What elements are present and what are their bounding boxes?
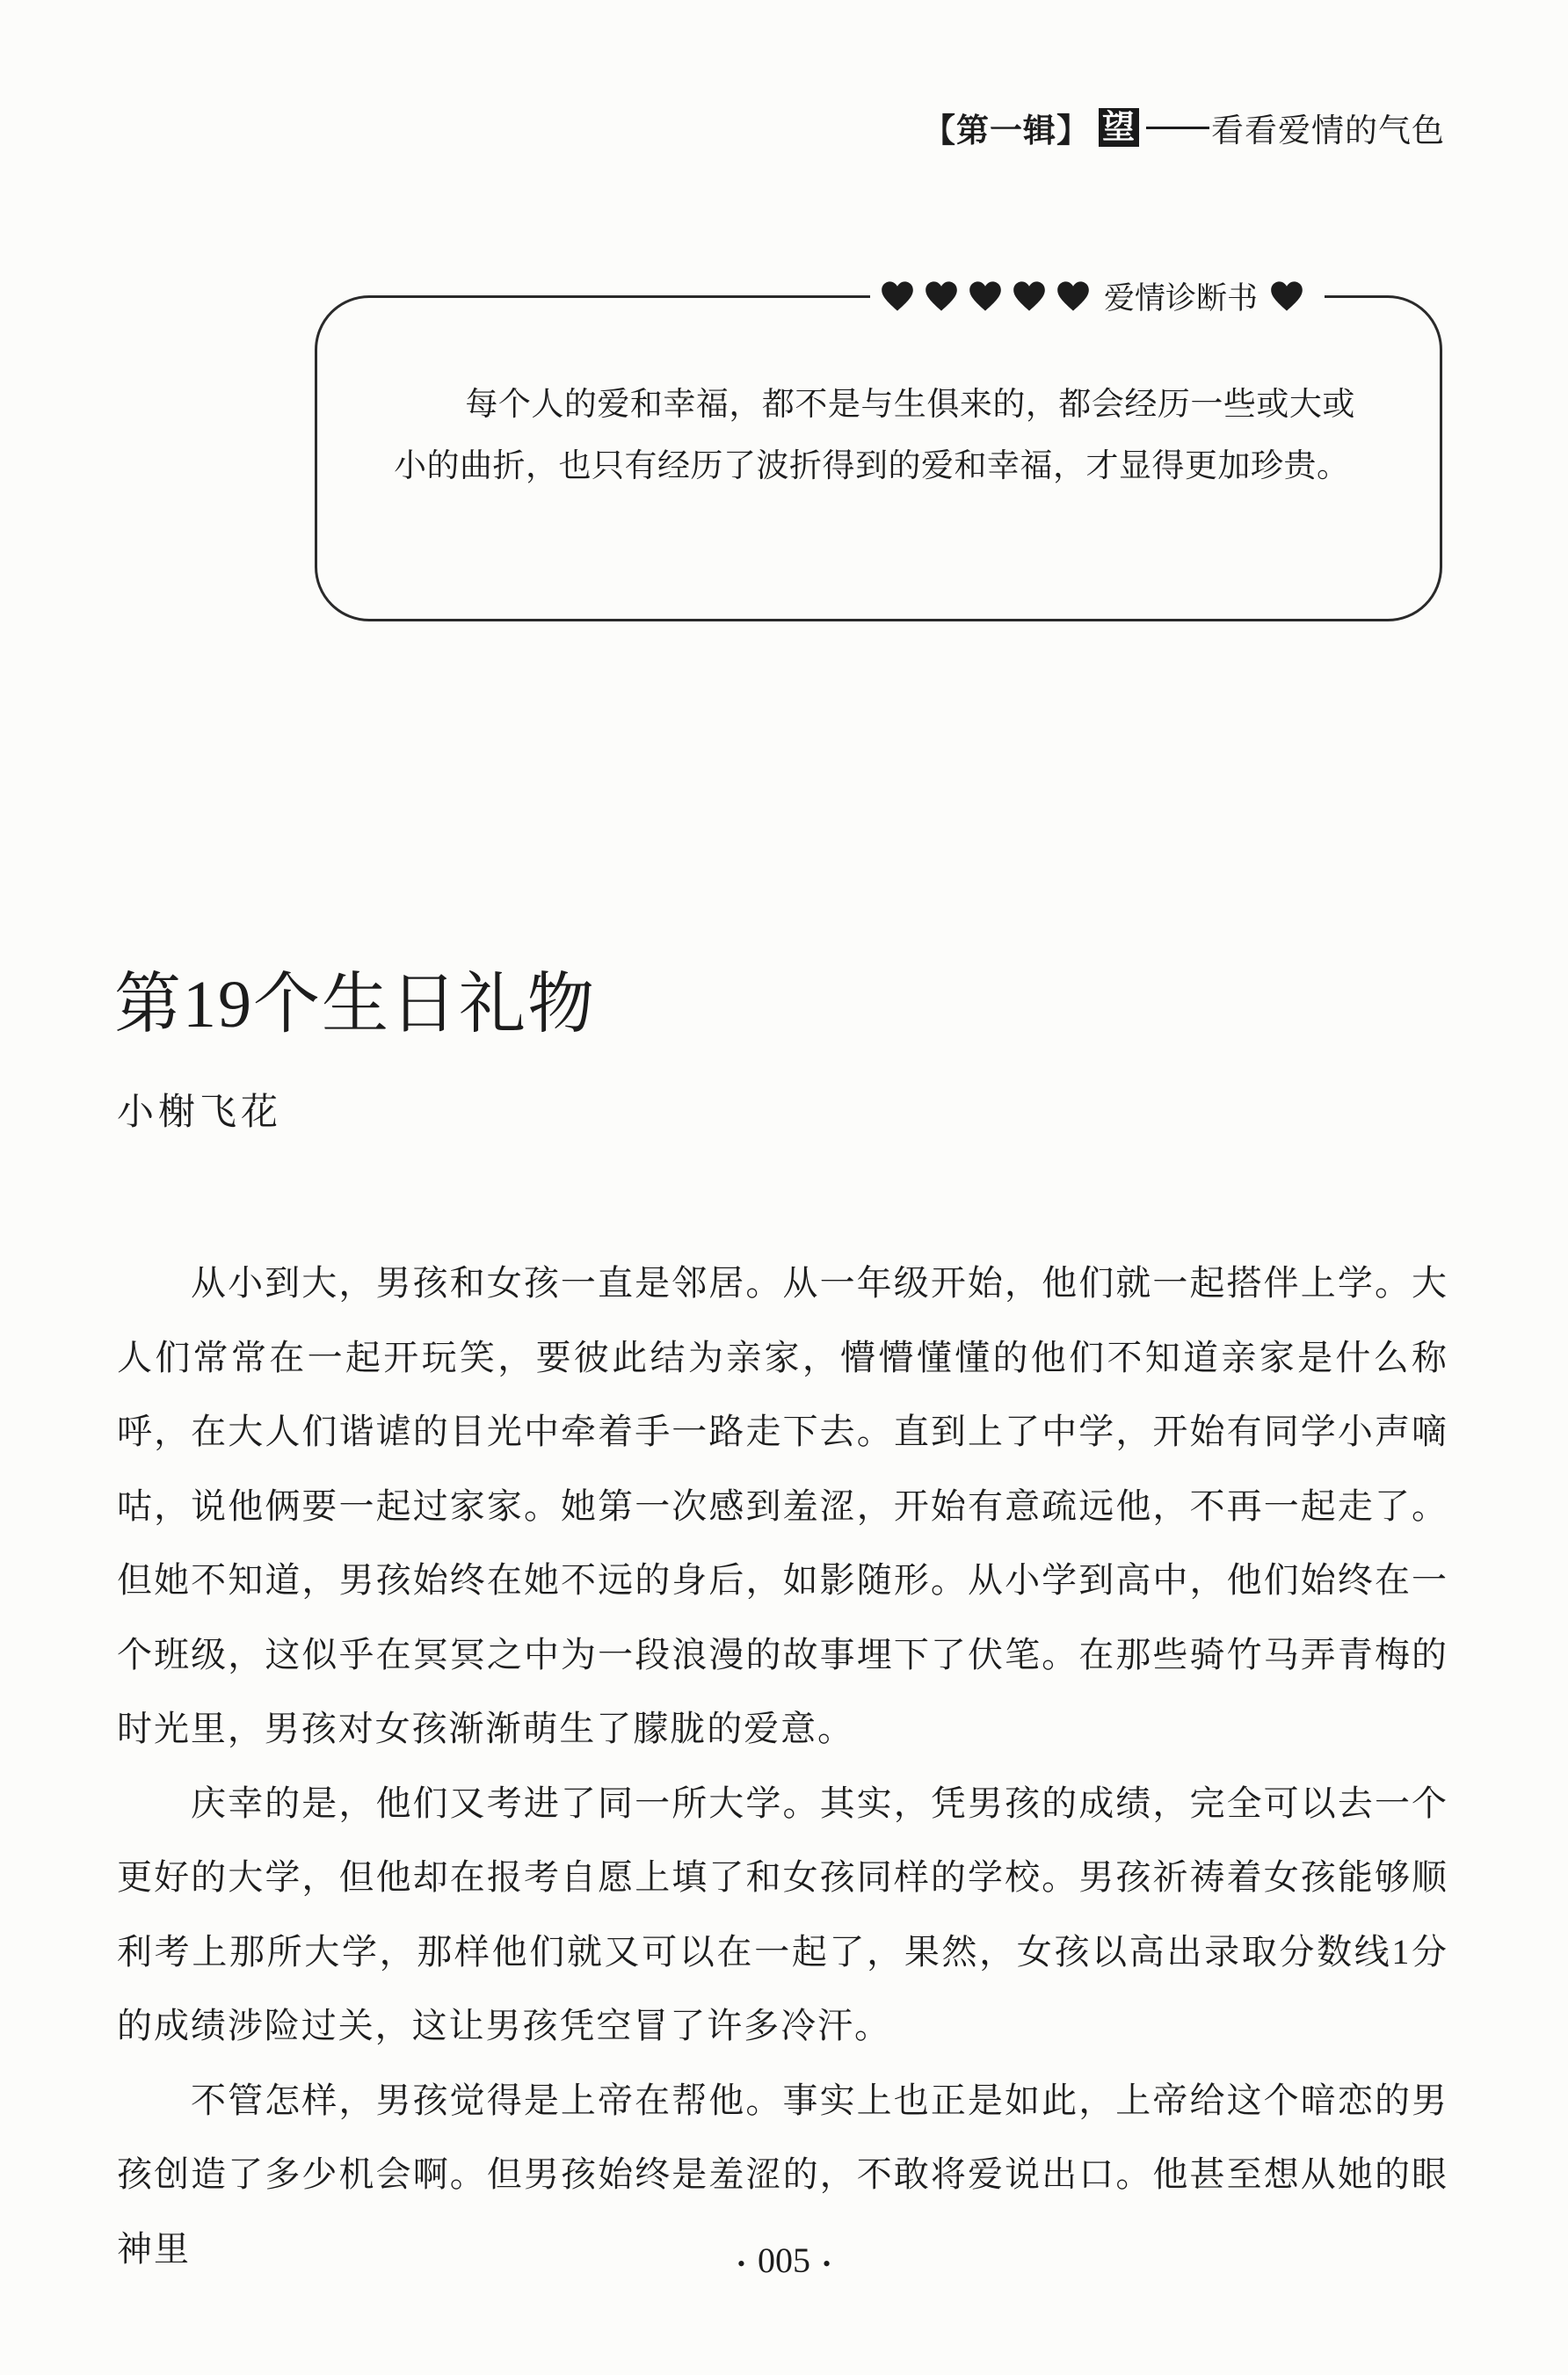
page-number-value: 005 [758,2241,810,2280]
heart-icon [881,280,914,313]
paragraph: 从小到大，男孩和女孩一直是邻居。从一年级开始，他们就一起搭伴上学。大人们常常在一起开玩笑，要彼此结为亲家，懵懵懂懂的他们不知道亲家是什么称呼，在大人们谐谑的目光中牵着手一路走下去。直到上了中学，开始有同学小声嘀咕，说他俩要一起过家家。她第一次感到羞涩，开始有意疏远他，不再一起走了。但她不知道，男孩始终在她不远的身后，如影随形。从小学到高中，他们始终在一个班级，这似乎在冥冥之中为一段浪漫的故事埋下了伏笔。在那些骑竹马弄青梅的时光里，男孩对女孩渐渐萌生了朦胧的爱意。 [117,1263,1448,1748]
paragraph: 不管怎样，男孩觉得是上帝在帮他。事实上也正是如此，上帝给这个暗恋的男孩创造了多少机会啊。但男孩始终是羞涩的，不敢将爱说出口。他甚至想从她的眼神里 [117,2080,1448,2269]
heart-icon [925,280,958,313]
bullet-icon: • [823,2250,831,2277]
page-number [0,2240,1568,2281]
article-title: 第19个生日礼物 [114,968,596,1042]
em-dash-rule [1146,127,1209,129]
heart-icon [1056,280,1090,313]
diagnosis-text: 每个人的爱和幸福，都不是与生俱来的，都会经历一些或大或小的曲折，也只有经历了波折得到的爱和幸福，才显得更加珍贵。 [394,385,1355,484]
diagnosis-label-text: 爱情诊断书 [1104,281,1259,316]
heart-icon [969,280,1002,313]
heart-icon [1013,280,1046,313]
paragraph: 庆幸的是，他们又考进了同一所大学。其实，凭男孩的成绩，完全可以去一个更好的大学，但他却在报考自愿上填了和女孩同样的学校。男孩祈祷着女孩能够顺利考上那所大学，那样他们就又可以在一起了，果然，女孩以高出录取分数线1分的成绩涉险过关，这让男孩凭空冒了许多冷汗。 [117,1783,1448,2045]
heart-icon [1270,280,1303,313]
section-subtitle: 看看爱情的气色 [1211,112,1445,149]
article-body [117,1246,1448,2286]
article-author: 小榭飞花 [117,1093,283,1133]
running-header [923,104,1445,151]
bullet-icon: • [737,2250,745,2277]
section-badge: 望 [1099,108,1139,147]
section-label: 【第一辑】 [923,112,1090,149]
diagnosis-box-label [870,278,1325,315]
